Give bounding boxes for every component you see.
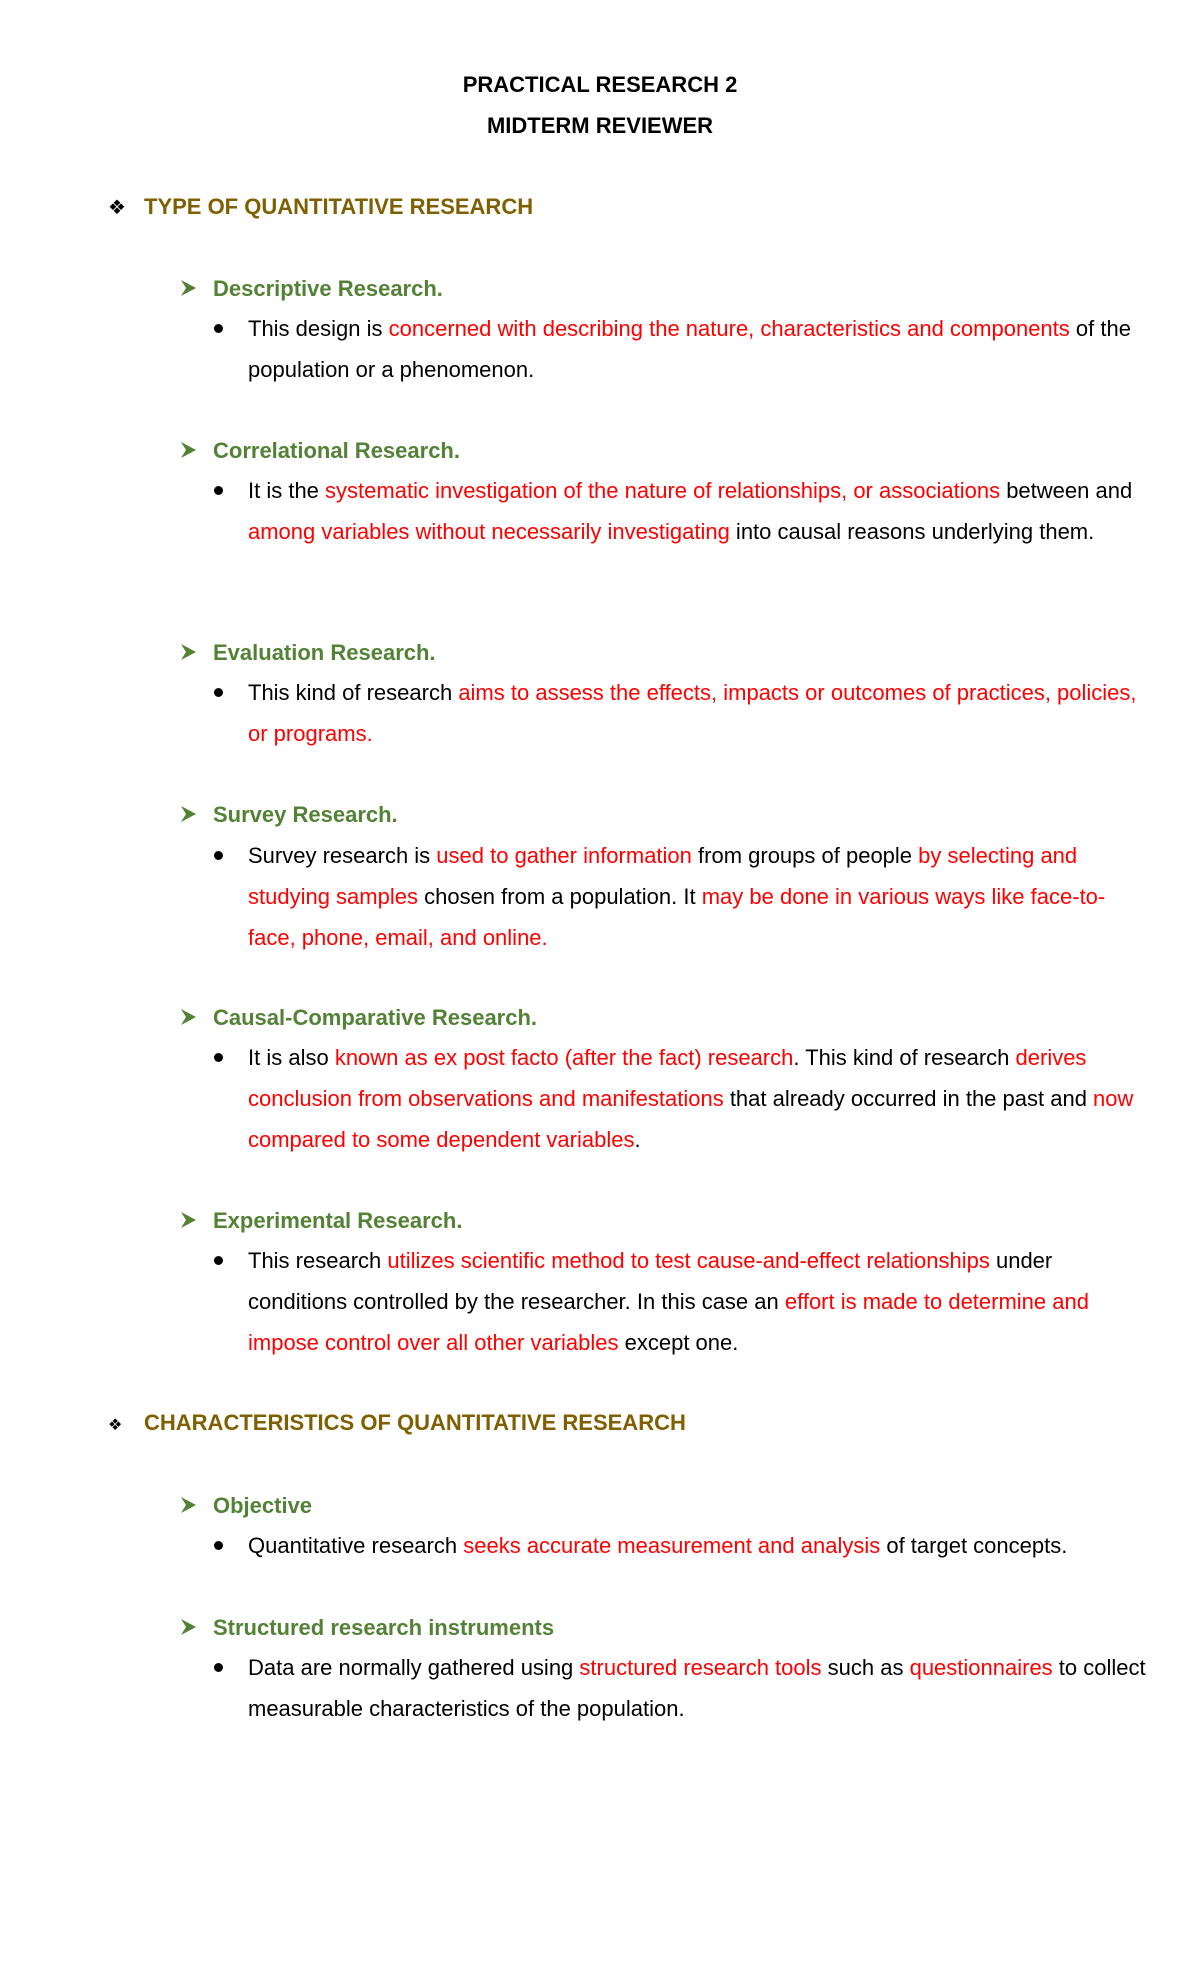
highlight-run: concerned with describing the nature, characteristics and components [388, 316, 1070, 341]
subheading-evaluation-label: Evaluation Research. [213, 640, 436, 665]
subheading-evaluation [178, 640, 436, 666]
section-heading-types [108, 194, 533, 220]
text-run: into causal reasons underlying them. [729, 519, 1095, 544]
arrowhead-icon [178, 1617, 198, 1637]
bullet-dot-icon [214, 851, 223, 860]
text-run: between and [1000, 478, 1133, 503]
document-title: PRACTICAL RESEARCH 2 [462, 72, 738, 97]
highlight-run: aims to assess the effects, impacts or outcomes of practices, policies, or programs. [248, 680, 1137, 746]
highlight-run: derives conclusion from observations and manifestations [248, 1045, 1087, 1111]
paragraph-structured-instruments [248, 1647, 1148, 1729]
bullet-dot-icon [214, 1663, 223, 1672]
subheading-descriptive-label: Descriptive Research. [213, 276, 443, 301]
text-run: It is the [248, 478, 326, 503]
section-heading-characteristics-label: CHARACTERISTICS OF QUANTITATIVE RESEARCH [144, 1410, 686, 1435]
paragraph-evaluation [248, 672, 1148, 754]
text-run: of the population or a phenomenon. [248, 316, 1131, 382]
four-diamond-icon: ❖ [108, 195, 126, 219]
arrowhead-icon [178, 1210, 198, 1230]
highlight-run: questionnaires [909, 1655, 1053, 1680]
text-run: This kind of research [248, 680, 459, 705]
subheading-correlational-label: Correlational Research. [213, 438, 460, 463]
text-run: This design is [248, 316, 389, 341]
paragraph-correlational [248, 470, 1148, 552]
text-run: . [634, 1127, 641, 1152]
bullet-dot-icon [214, 1053, 223, 1062]
subheading-descriptive [178, 276, 443, 302]
paragraph-descriptive [248, 308, 1148, 390]
text-run: of target concepts. [880, 1533, 1068, 1558]
highlight-run: known as ex post facto (after the fact) research [334, 1045, 794, 1070]
highlight-run: effort is made to determine and impose control over all other variables [248, 1289, 1089, 1355]
text-run: under conditions controlled by the researcher. In this case an [248, 1248, 1053, 1314]
text-run: except one. [618, 1330, 739, 1355]
arrowhead-icon [178, 1495, 198, 1515]
highlight-run: now compared to some dependent variables [248, 1086, 1134, 1152]
text-run: chosen from a population. It [417, 884, 702, 909]
bullet-dot-icon [214, 688, 223, 697]
text-run: It is also [248, 1045, 335, 1070]
subheading-survey-label: Survey Research. [213, 802, 398, 827]
highlight-run: utilizes scientific method to test cause-and-effect relationships [387, 1248, 990, 1273]
subheading-structured-instruments-label: Structured research instruments [213, 1615, 555, 1640]
text-run: . This kind of research [793, 1045, 1016, 1070]
subheading-survey [178, 802, 398, 828]
paragraph-survey [248, 835, 1148, 958]
subheading-objective-label: Objective [213, 1493, 313, 1518]
paragraph-causal-comparative [248, 1037, 1148, 1160]
bullet-dot-icon [214, 324, 223, 333]
text-run: from groups of people [691, 843, 919, 868]
highlight-run: used to gather information [436, 843, 692, 868]
arrowhead-icon [178, 1007, 198, 1027]
text-run: This research [248, 1248, 388, 1273]
subheading-experimental [178, 1208, 462, 1234]
text-run: Survey research is [248, 843, 437, 868]
arrowhead-icon [178, 642, 198, 662]
highlight-run: among variables without necessarily investigating [248, 519, 730, 544]
highlight-run: may be done in various ways like face-to-face, phone, email, and online. [248, 884, 1106, 950]
subheading-correlational [178, 438, 460, 464]
text-run: that already occurred in the past and [723, 1086, 1094, 1111]
arrowhead-icon [178, 440, 198, 460]
text-run: Data are normally gathered using [248, 1655, 580, 1680]
highlight-run: by selecting and studying samples [248, 843, 1078, 909]
text-run: to collect measurable characteristics of the population. [248, 1655, 1146, 1721]
arrowhead-icon [178, 278, 198, 298]
document-subtitle: MIDTERM REVIEWER [486, 113, 714, 138]
subheading-structured-instruments [178, 1615, 554, 1641]
subheading-objective [178, 1493, 312, 1519]
paragraph-objective [248, 1525, 1148, 1566]
subheading-causal-comparative [178, 1005, 537, 1031]
four-diamond-icon: ❖ [108, 1415, 123, 1434]
bullet-dot-icon [214, 1256, 223, 1265]
text-run: Quantitative research [248, 1533, 464, 1558]
section-heading-characteristics [108, 1410, 686, 1436]
highlight-run: seeks accurate measurement and analysis [463, 1533, 881, 1558]
section-heading-types-label: TYPE OF QUANTITATIVE RESEARCH [144, 194, 534, 219]
paragraph-experimental [248, 1240, 1148, 1363]
highlight-run: systematic investigation of the nature of relationships, or associations [325, 478, 1001, 503]
text-run: such as [821, 1655, 910, 1680]
subheading-experimental-label: Experimental Research. [213, 1208, 463, 1233]
subheading-causal-comparative-label: Causal-Comparative Research. [213, 1005, 538, 1030]
highlight-run: structured research tools [579, 1655, 822, 1680]
bullet-dot-icon [214, 1541, 223, 1550]
bullet-dot-icon [214, 486, 223, 495]
arrowhead-icon [178, 804, 198, 824]
